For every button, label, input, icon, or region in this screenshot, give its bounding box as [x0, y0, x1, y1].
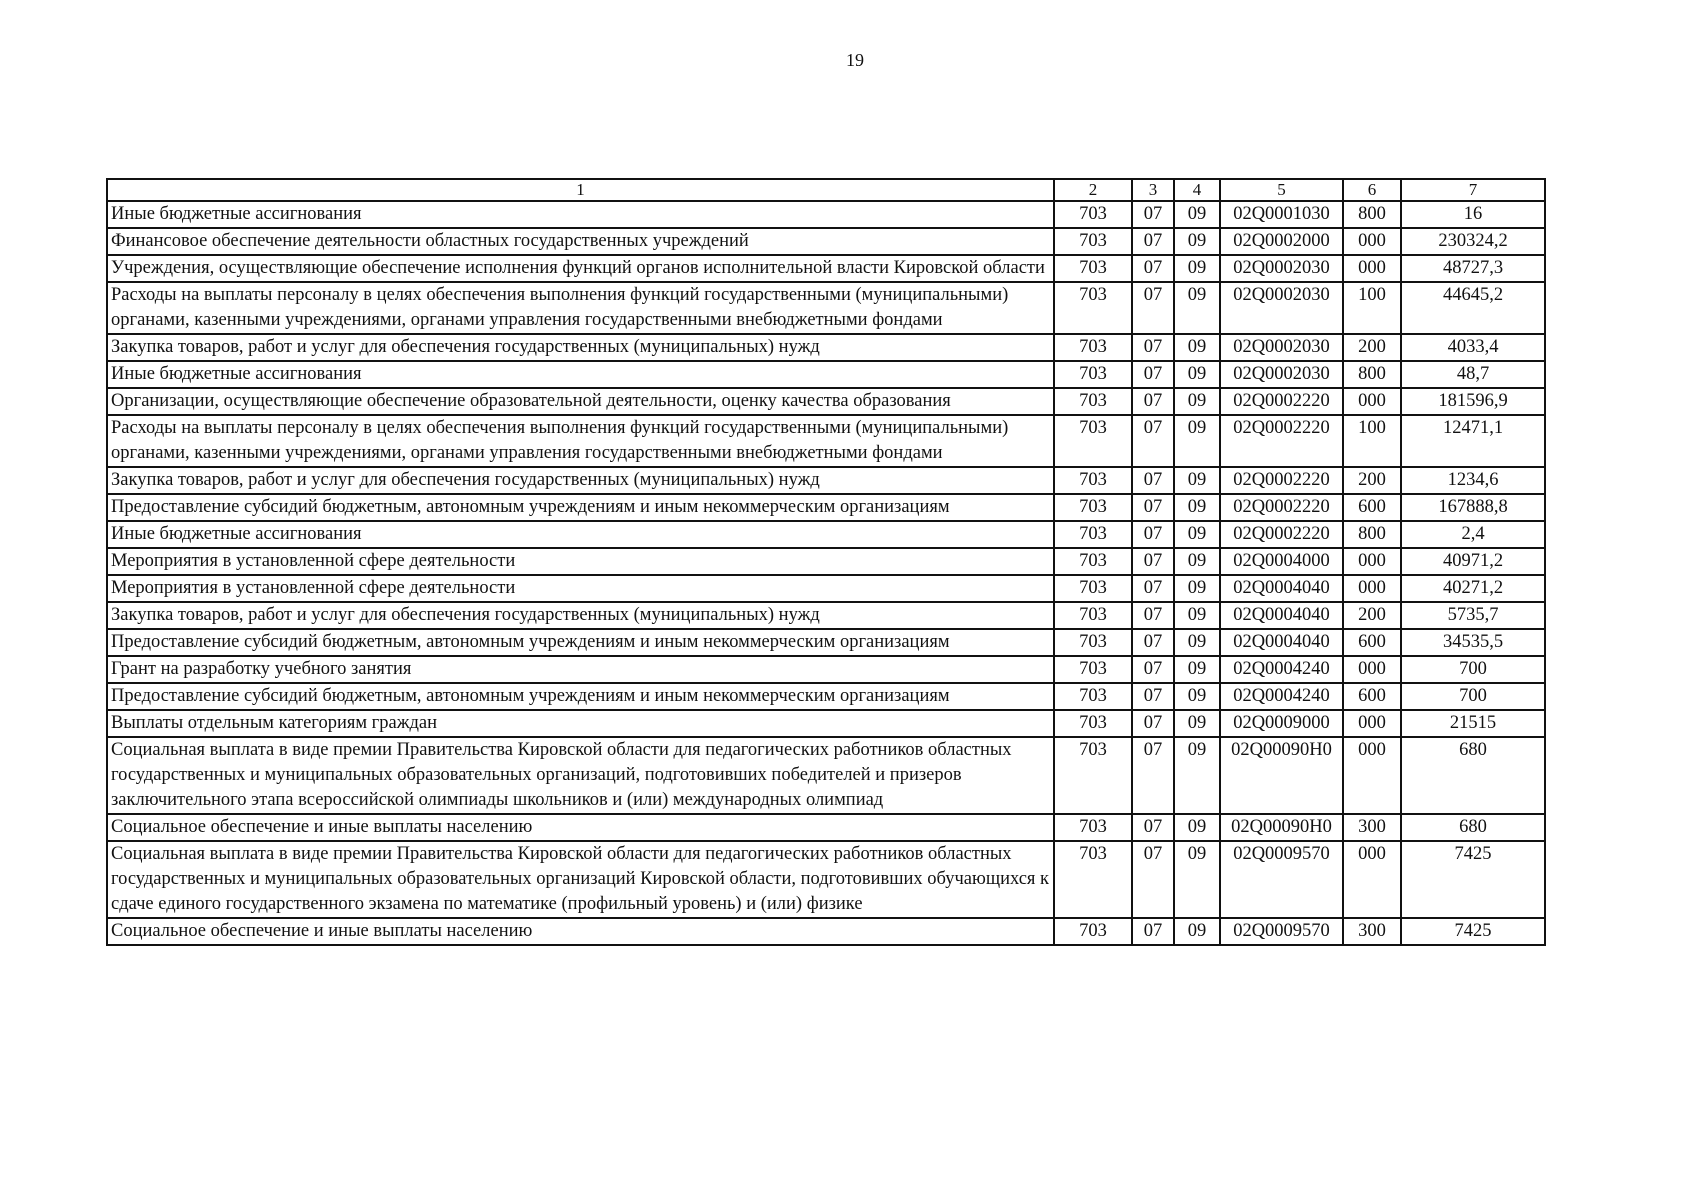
table-cell-column-1: Мероприятия в установленной сфере деятельности: [107, 548, 1054, 575]
table-cell-column-6: 800: [1343, 361, 1401, 388]
table-cell-column-1: Мероприятия в установленной сфере деятельности: [107, 575, 1054, 602]
table-cell-column-2: 703: [1054, 415, 1132, 467]
table-cell-column-5: 02Q0009000: [1220, 710, 1343, 737]
table-cell-column-5: 02Q0004040: [1220, 629, 1343, 656]
table-cell-column-1: Закупка товаров, работ и услуг для обеспечения государственных (муниципальных) нужд: [107, 334, 1054, 361]
table-cell-column-4: 09: [1174, 548, 1220, 575]
table-cell-column-5: 02Q0002030: [1220, 361, 1343, 388]
table-cell-column-7: 12471,1: [1401, 415, 1545, 467]
table-cell-column-3: 07: [1132, 710, 1174, 737]
table-cell-column-5: 02Q0004240: [1220, 656, 1343, 683]
table-cell-column-1: Иные бюджетные ассигнования: [107, 361, 1054, 388]
table-cell-column-7: 48,7: [1401, 361, 1545, 388]
table-cell-column-4: 09: [1174, 683, 1220, 710]
table-cell-column-5: 02Q0004040: [1220, 575, 1343, 602]
table-cell-column-1: Финансовое обеспечение деятельности областных государственных учреждений: [107, 228, 1054, 255]
table-cell-column-3: 07: [1132, 629, 1174, 656]
table-cell-column-2: 703: [1054, 710, 1132, 737]
table-cell-column-2: 703: [1054, 575, 1132, 602]
table-row: [107, 334, 1545, 361]
table-cell-column-5: 02Q0002000: [1220, 228, 1343, 255]
table-cell-column-7: 40271,2: [1401, 575, 1545, 602]
table-row: [107, 521, 1545, 548]
table-cell-column-5: 02Q0009570: [1220, 918, 1343, 945]
table-cell-column-4: 09: [1174, 710, 1220, 737]
table-cell-column-7: 7425: [1401, 918, 1545, 945]
table-cell-column-2: 703: [1054, 629, 1132, 656]
table-cell-column-6: 000: [1343, 388, 1401, 415]
table-cell-column-5: 02Q00090H0: [1220, 814, 1343, 841]
table-cell-column-4: 09: [1174, 201, 1220, 228]
table-cell-column-1: Социальное обеспечение и иные выплаты населению: [107, 814, 1054, 841]
table-cell-column-5: 02Q0002030: [1220, 334, 1343, 361]
header-cell-column-4: 4: [1174, 179, 1220, 201]
table-cell-column-6: 000: [1343, 737, 1401, 814]
table-cell-column-2: 703: [1054, 388, 1132, 415]
table-cell-column-4: 09: [1174, 814, 1220, 841]
table-cell-column-1: Иные бюджетные ассигнования: [107, 521, 1054, 548]
table-cell-column-3: 07: [1132, 415, 1174, 467]
table-row: [107, 201, 1545, 228]
table-cell-column-5: 02Q0002220: [1220, 521, 1343, 548]
table-cell-column-6: 000: [1343, 575, 1401, 602]
table-cell-column-5: 02Q0004040: [1220, 602, 1343, 629]
table-cell-column-3: 07: [1132, 737, 1174, 814]
table-cell-column-4: 09: [1174, 841, 1220, 918]
budget-table: [106, 178, 1546, 946]
table-cell-column-2: 703: [1054, 201, 1132, 228]
table-cell-column-1: Социальная выплата в виде премии Правительства Кировской области для педагогических работников областных государственных и муниципальных образовательных организаций, подготовивших победителей и призеров заключительного этапа всероссийской олимпиады школьников и (или) международных олимпиад: [107, 737, 1054, 814]
table-row: [107, 388, 1545, 415]
table-cell-column-7: 700: [1401, 656, 1545, 683]
table-cell-column-5: 02Q0002220: [1220, 388, 1343, 415]
table-cell-column-3: 07: [1132, 255, 1174, 282]
table-cell-column-2: 703: [1054, 841, 1132, 918]
table-cell-column-4: 09: [1174, 494, 1220, 521]
table-cell-column-3: 07: [1132, 282, 1174, 334]
table-row: [107, 361, 1545, 388]
table-cell-column-4: 09: [1174, 629, 1220, 656]
table-header-row: [107, 179, 1545, 201]
table-cell-column-1: Предоставление субсидий бюджетным, автономным учреждениям и иным некоммерческим организациям: [107, 494, 1054, 521]
table-cell-column-4: 09: [1174, 575, 1220, 602]
table-cell-column-1: Расходы на выплаты персоналу в целях обеспечения выполнения функций государственными (муниципальными) органами, казенными учреждениями, органами управления государственными внебюджетными фондами: [107, 282, 1054, 334]
table-cell-column-4: 09: [1174, 918, 1220, 945]
table-cell-column-5: 02Q0002030: [1220, 282, 1343, 334]
table-row: [107, 575, 1545, 602]
table-cell-column-2: 703: [1054, 334, 1132, 361]
table-row: [107, 814, 1545, 841]
table-cell-column-5: 02Q0002030: [1220, 255, 1343, 282]
table-cell-column-6: 000: [1343, 255, 1401, 282]
table-cell-column-5: 02Q0004000: [1220, 548, 1343, 575]
table-cell-column-5: 02Q0002220: [1220, 415, 1343, 467]
table-cell-column-3: 07: [1132, 602, 1174, 629]
table-row: [107, 255, 1545, 282]
header-cell-column-7: 7: [1401, 179, 1545, 201]
table-row: [107, 548, 1545, 575]
table-cell-column-3: 07: [1132, 683, 1174, 710]
table-cell-column-1: Социальная выплата в виде премии Правительства Кировской области для педагогических работников областных государственных и муниципальных образовательных организаций Кировской области, подготовивших обучающихся к сдаче единого государственного экзамена по математике (профильный уровень) и (или) физике: [107, 841, 1054, 918]
table-cell-column-4: 09: [1174, 467, 1220, 494]
table-row: [107, 228, 1545, 255]
table-cell-column-3: 07: [1132, 814, 1174, 841]
table-cell-column-5: 02Q0002220: [1220, 494, 1343, 521]
table-cell-column-2: 703: [1054, 656, 1132, 683]
table-cell-column-6: 600: [1343, 494, 1401, 521]
table-cell-column-6: 600: [1343, 629, 1401, 656]
table-cell-column-7: 21515: [1401, 710, 1545, 737]
table-cell-column-2: 703: [1054, 814, 1132, 841]
table-cell-column-6: 100: [1343, 282, 1401, 334]
table-cell-column-2: 703: [1054, 255, 1132, 282]
table-cell-column-2: 703: [1054, 602, 1132, 629]
table-cell-column-7: 40971,2: [1401, 548, 1545, 575]
table-cell-column-2: 703: [1054, 918, 1132, 945]
table-cell-column-7: 44645,2: [1401, 282, 1545, 334]
table-cell-column-6: 000: [1343, 841, 1401, 918]
table-cell-column-7: 34535,5: [1401, 629, 1545, 656]
table-cell-column-7: 7425: [1401, 841, 1545, 918]
table-cell-column-4: 09: [1174, 361, 1220, 388]
table-cell-column-2: 703: [1054, 282, 1132, 334]
table-cell-column-2: 703: [1054, 548, 1132, 575]
table-cell-column-1: Грант на разработку учебного занятия: [107, 656, 1054, 683]
table-cell-column-2: 703: [1054, 467, 1132, 494]
table-cell-column-5: 02Q00090H0: [1220, 737, 1343, 814]
table-row: [107, 656, 1545, 683]
table-cell-column-7: 5735,7: [1401, 602, 1545, 629]
table-row: [107, 710, 1545, 737]
table-row: [107, 918, 1545, 945]
table-cell-column-6: 000: [1343, 228, 1401, 255]
header-cell-column-6: 6: [1343, 179, 1401, 201]
table-row: [107, 629, 1545, 656]
header-cell-column-2: 2: [1054, 179, 1132, 201]
table-cell-column-4: 09: [1174, 228, 1220, 255]
table-cell-column-7: 2,4: [1401, 521, 1545, 548]
header-cell-column-5: 5: [1220, 179, 1343, 201]
table-row: [107, 415, 1545, 467]
table-cell-column-3: 07: [1132, 201, 1174, 228]
table-cell-column-7: 700: [1401, 683, 1545, 710]
table-cell-column-5: 02Q0004240: [1220, 683, 1343, 710]
table-cell-column-4: 09: [1174, 282, 1220, 334]
table-cell-column-6: 800: [1343, 201, 1401, 228]
table-cell-column-1: Предоставление субсидий бюджетным, автономным учреждениям и иным некоммерческим организациям: [107, 683, 1054, 710]
table-cell-column-4: 09: [1174, 656, 1220, 683]
table-cell-column-5: 02Q0001030: [1220, 201, 1343, 228]
table-cell-column-1: Расходы на выплаты персоналу в целях обеспечения выполнения функций государственными (муниципальными) органами, казенными учреждениями, органами управления государственными внебюджетными фондами: [107, 415, 1054, 467]
table-cell-column-1: Предоставление субсидий бюджетным, автономным учреждениям и иным некоммерческим организациям: [107, 629, 1054, 656]
table-cell-column-4: 09: [1174, 388, 1220, 415]
table-cell-column-3: 07: [1132, 521, 1174, 548]
table-cell-column-3: 07: [1132, 361, 1174, 388]
table-cell-column-3: 07: [1132, 918, 1174, 945]
table-cell-column-2: 703: [1054, 737, 1132, 814]
table-cell-column-1: Закупка товаров, работ и услуг для обеспечения государственных (муниципальных) нужд: [107, 467, 1054, 494]
table-cell-column-6: 200: [1343, 334, 1401, 361]
table-cell-column-4: 09: [1174, 737, 1220, 814]
table-cell-column-4: 09: [1174, 334, 1220, 361]
table-cell-column-4: 09: [1174, 415, 1220, 467]
table-cell-column-6: 000: [1343, 656, 1401, 683]
table-cell-column-6: 000: [1343, 548, 1401, 575]
table-cell-column-7: 680: [1401, 814, 1545, 841]
table-cell-column-6: 600: [1343, 683, 1401, 710]
table-cell-column-6: 000: [1343, 710, 1401, 737]
table-cell-column-1: Учреждения, осуществляющие обеспечение исполнения функций органов исполнительной власти Кировской области: [107, 255, 1054, 282]
table-cell-column-3: 07: [1132, 575, 1174, 602]
table-cell-column-7: 4033,4: [1401, 334, 1545, 361]
table-cell-column-7: 181596,9: [1401, 388, 1545, 415]
table-cell-column-5: 02Q0009570: [1220, 841, 1343, 918]
page-number: 19: [846, 50, 864, 70]
table-cell-column-4: 09: [1174, 255, 1220, 282]
table-row: [107, 494, 1545, 521]
table-cell-column-4: 09: [1174, 521, 1220, 548]
table-cell-column-7: 16: [1401, 201, 1545, 228]
table-cell-column-2: 703: [1054, 521, 1132, 548]
table-cell-column-6: 300: [1343, 814, 1401, 841]
table-cell-column-1: Социальное обеспечение и иные выплаты населению: [107, 918, 1054, 945]
table-cell-column-7: 48727,3: [1401, 255, 1545, 282]
table-row: [107, 602, 1545, 629]
table-cell-column-2: 703: [1054, 361, 1132, 388]
table-row: [107, 841, 1545, 918]
table-cell-column-6: 200: [1343, 467, 1401, 494]
table-cell-column-7: 1234,6: [1401, 467, 1545, 494]
table-cell-column-6: 300: [1343, 918, 1401, 945]
table-cell-column-2: 703: [1054, 228, 1132, 255]
table-row: [107, 467, 1545, 494]
table-cell-column-2: 703: [1054, 494, 1132, 521]
table-cell-column-3: 07: [1132, 388, 1174, 415]
table-cell-column-1: Закупка товаров, работ и услуг для обеспечения государственных (муниципальных) нужд: [107, 602, 1054, 629]
table-cell-column-3: 07: [1132, 467, 1174, 494]
table-cell-column-4: 09: [1174, 602, 1220, 629]
header-cell-column-1: 1: [107, 179, 1054, 201]
table-row: [107, 683, 1545, 710]
table-cell-column-3: 07: [1132, 841, 1174, 918]
table-cell-column-7: 680: [1401, 737, 1545, 814]
table-cell-column-3: 07: [1132, 334, 1174, 361]
table-cell-column-5: 02Q0002220: [1220, 467, 1343, 494]
table-cell-column-1: Выплаты отдельным категориям граждан: [107, 710, 1054, 737]
table-cell-column-1: Иные бюджетные ассигнования: [107, 201, 1054, 228]
table-cell-column-3: 07: [1132, 548, 1174, 575]
table-cell-column-6: 200: [1343, 602, 1401, 629]
table-cell-column-6: 100: [1343, 415, 1401, 467]
table-cell-column-7: 167888,8: [1401, 494, 1545, 521]
table-cell-column-6: 800: [1343, 521, 1401, 548]
table-row: [107, 737, 1545, 814]
table-cell-column-3: 07: [1132, 656, 1174, 683]
table-cell-column-3: 07: [1132, 228, 1174, 255]
table-cell-column-1: Организации, осуществляющие обеспечение образовательной деятельности, оценку качества образования: [107, 388, 1054, 415]
header-cell-column-3: 3: [1132, 179, 1174, 201]
table-cell-column-3: 07: [1132, 494, 1174, 521]
table-cell-column-2: 703: [1054, 683, 1132, 710]
table-row: [107, 282, 1545, 334]
table-cell-column-7: 230324,2: [1401, 228, 1545, 255]
